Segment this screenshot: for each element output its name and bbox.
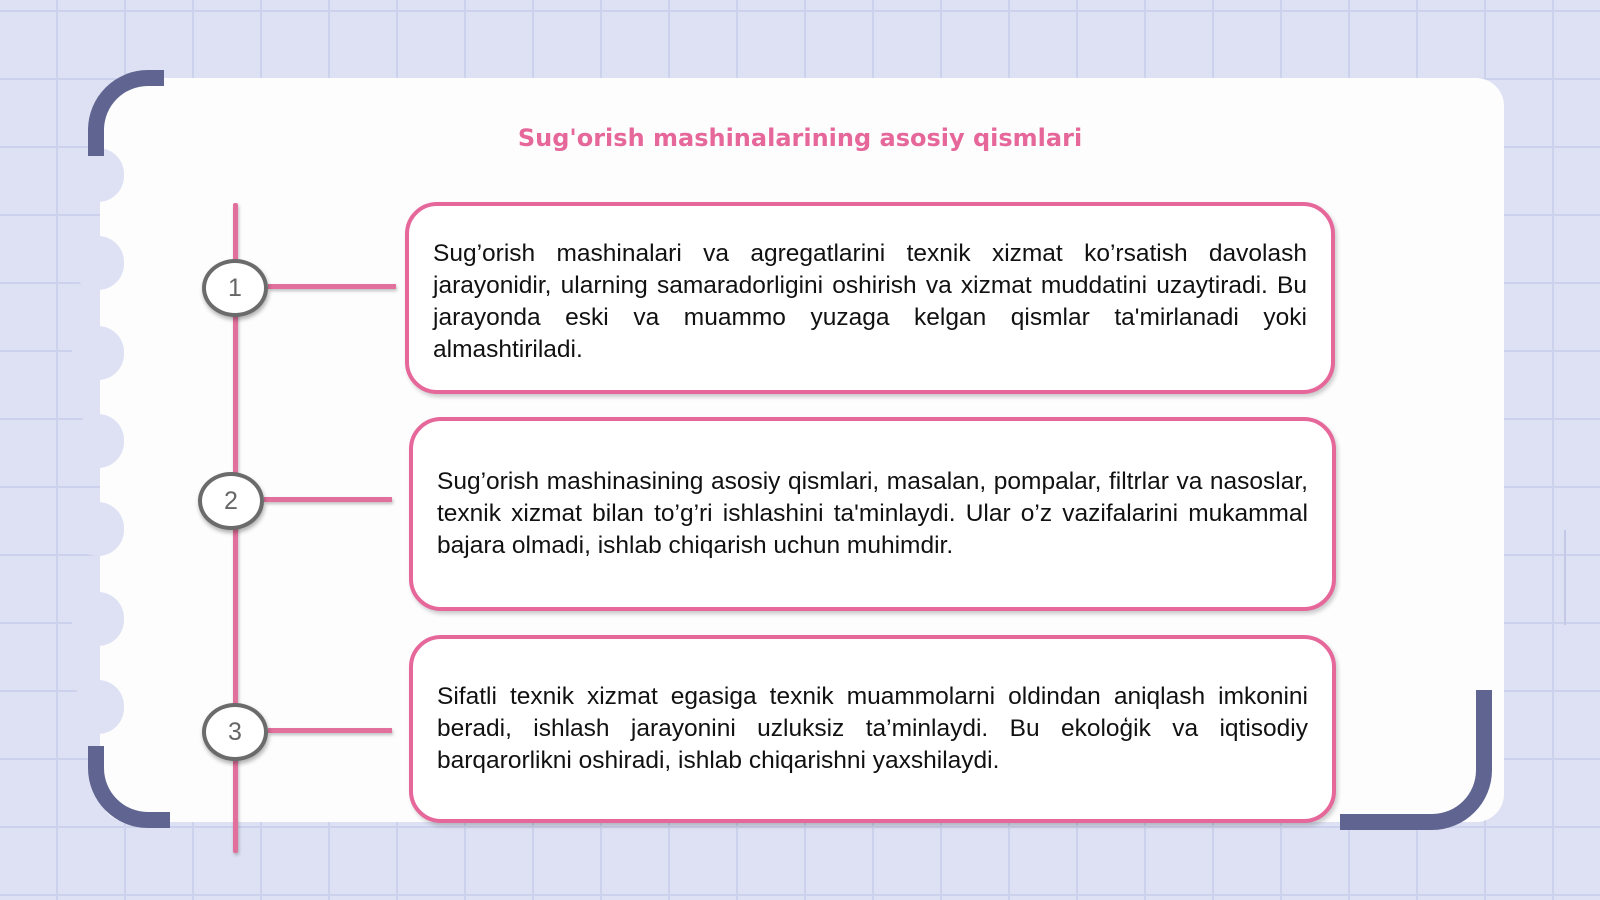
step-card-2 [409, 417, 1336, 611]
step-card-text: Sug’orish mashinasining asosiy qismlari, masalan, pompalar, filtrlar va nasoslar, texnik xizmat bilan to’g’ri ishlashini ta'minlaydi. Ular o’z vazifalarini mukammal bajara olmadi, ishlab chiqarish uchun muhimdir. [437, 468, 1308, 559]
step-number: 2 [224, 486, 238, 515]
sheet-notch [72, 326, 124, 380]
sheet-notch [72, 414, 124, 468]
sheet-notch [72, 236, 124, 290]
slide-title: Sug'orish mashinalarining asosiy qismlari [517, 124, 1083, 152]
timeline-connector [264, 497, 392, 502]
grid-accent-line [1564, 530, 1566, 625]
step-number: 3 [228, 717, 242, 746]
corner-bracket-top-left [88, 70, 164, 156]
timeline-connector [268, 284, 396, 289]
sheet-notch [72, 148, 124, 202]
step-card-1 [405, 202, 1335, 394]
sheet-notch [72, 502, 124, 556]
sheet-notch [72, 592, 124, 646]
step-marker-1 [202, 259, 268, 317]
step-marker-2 [198, 472, 264, 530]
step-card-3 [409, 635, 1336, 823]
sheet-notch [72, 680, 124, 734]
step-number: 1 [228, 273, 242, 302]
step-card-text: Sifatli texnik xizmat egasiga texnik muammolarni oldindan aniqlash imkonini beradi, ishlash jarayonini uzluksiz ta’minlaydi. Bu ekoloģik va iqtisodiy barqarorlikni oshiradi, ishlab chiqarishni yaxshilaydi. [437, 683, 1308, 774]
corner-bracket-bottom-right [1340, 690, 1492, 830]
step-card-text: Sug’orish mashinalari va agregatlarini texnik xizmat ko’rsatish davolash jarayonidir, ularning samaradorligini oshirish va xizmat muddatini uzaytiradi. Bu jarayonda eski va muammo yuzaga kelgan qismlar ta'mirlanadi yoki almashtiriladi. [433, 240, 1307, 363]
timeline-connector [268, 728, 392, 733]
step-marker-3 [202, 703, 268, 761]
corner-bracket-bottom-left [88, 746, 170, 828]
